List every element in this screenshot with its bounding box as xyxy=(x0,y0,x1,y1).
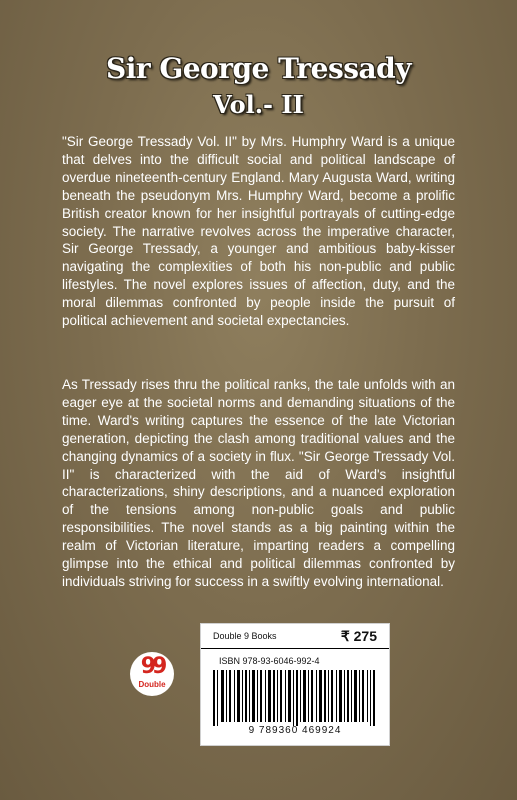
publisher-logo xyxy=(130,652,174,696)
isbn-label: ISBN 978-93-6046-992-4 xyxy=(219,656,320,666)
blurb-paragraph-1: "Sir George Tressady Vol. II" by Mrs. Humphry Ward is a unique that delves into the difficult social and political landscape of overdue nineteenth-century England. Mary Augusta Ward, writing beneath the pseudonym Mrs. Humphry Ward, become a prolific British creator known for her insightful portrayals of cutting-edge society. The narrative revolves across the imperative character, Sir George Tressady, a younger and ambitious baby-kisser navigating the complexities of both his non-public and public lifestyles. The novel explores issues of affection, duty, and the moral dilemmas confronted by people inside the pursuit of political achievement and societal expectancies. xyxy=(62,134,455,329)
logo-digits: 99 xyxy=(140,654,164,679)
blurb-paragraph-2: As Tressady rises thru the political ranks, the tale unfolds with an eager eye at the societal norms and demanding situations of the time. Ward's writing captures the essence of the late Victorian generation, depicting the clash among traditional values and the changing dynamics of a society in flux. "Sir George Tressady Vol. II" is characterized with the aid of Ward's insightful characterizations, shiny descriptions, and a nuanced exploration of the tensions among non-public goals and public responsibilities. The novel stands as a big painting within the realm of Victorian literature, imparting readers a compelling glimpse into the ethical and political dilemmas confronted by individuals striving for success in a swiftly evolving international. xyxy=(62,377,455,589)
price-header xyxy=(201,624,389,649)
barcode-number: 9 789360 469924 xyxy=(248,725,342,736)
book-title: Sir George Tressady xyxy=(105,52,412,85)
price-barcode-box xyxy=(200,623,390,746)
price-label: ₹ 275 xyxy=(340,628,377,644)
publisher-name: Double 9 Books xyxy=(213,631,277,641)
book-volume: Vol.- II xyxy=(213,90,304,119)
logo-word: Double xyxy=(138,680,166,689)
barcode-icon xyxy=(213,670,377,726)
